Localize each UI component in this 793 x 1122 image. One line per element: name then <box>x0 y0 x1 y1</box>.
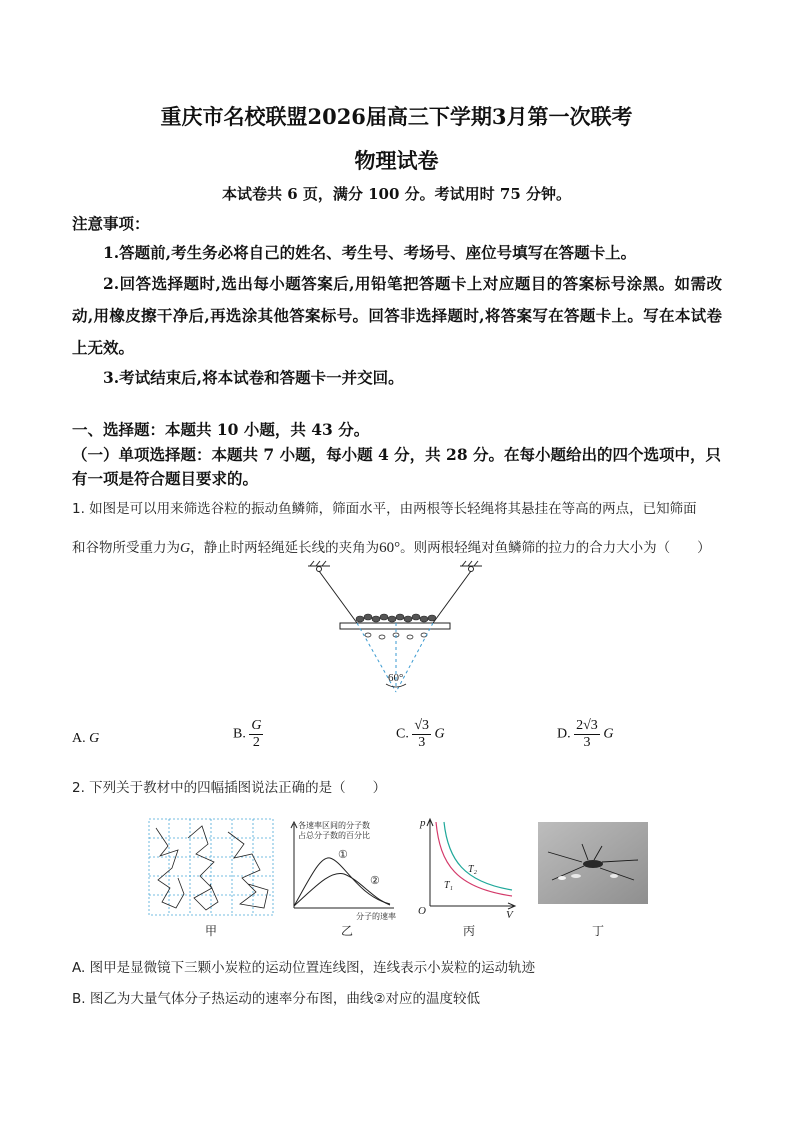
notes-item-3: 3.考试结束后,将本试卷和答题卡一并交回。 <box>103 368 404 387</box>
q2-figure-bing-o: O <box>418 905 426 917</box>
q1-stem-part-b: ，静止时两轻绳延长线的夹角为 <box>190 540 380 556</box>
q1-option-a-label: A. <box>72 731 86 746</box>
q1-option-d-den: 3 <box>583 735 591 750</box>
q2-figure-yi-label: 乙 <box>341 924 354 938</box>
q1-stem-part-c: 。则两根轻绳对鱼鳞筛的拉力的合力大小为（ ） <box>400 540 711 556</box>
q2-figure-bing-t1: T₁ <box>444 880 454 891</box>
q2-figure-yi-curve1: ① <box>338 849 348 861</box>
q1-stem-line2 <box>72 536 711 557</box>
q1-option-b-den: 2 <box>252 735 260 750</box>
q1-option-c-suffix: G <box>434 726 445 742</box>
q2-option-a[interactable]: A. 图甲是显微镜下三颗小炭粒的运动位置连线图，连线表示小炭粒的运动轨迹 <box>72 960 536 976</box>
notes-item-2: 2.回答选择题时,选出每小题答案后,用铅笔把答题卡上对应题目的答案标号涂黑。如需改动,用橡皮擦干净后,再选涂其他答案标号。回答非选择题时,将答案写在答题卡上。写在本试卷上无效。 <box>72 274 722 357</box>
q1-option-d-num: 2√3 <box>576 718 598 733</box>
q2-figure-bing-v: V <box>506 909 513 918</box>
q1-option-c[interactable] <box>396 718 445 751</box>
q2-figure-yi-distribution <box>286 818 398 922</box>
q2-stem: 2. 下列关于教材中的四幅插图说法正确的是（ ） <box>72 780 387 796</box>
q2-figure-ding-water-strider <box>538 822 648 904</box>
q1-option-d-fraction <box>574 718 600 751</box>
q1-stem-part-a: 和谷物所受重力为 <box>72 540 180 556</box>
q2-figure-bing-label: 丙 <box>463 924 476 938</box>
section-heading: 一、选择题：本题共 10 小题，共 43 分。 <box>72 420 370 439</box>
exam-info: 本试卷共 6 页，满分 100 分。考试用时 75 分钟。 <box>222 185 571 203</box>
q1-stem-g: G <box>180 541 191 556</box>
notes-heading: 注意事项： <box>72 214 150 233</box>
q1-option-a-text: G <box>89 731 100 746</box>
q1-option-c-fraction <box>412 718 431 751</box>
q1-option-b-label: B. <box>233 726 246 742</box>
exam-title: 重庆市名校联盟2026届高三下学期3月第一次联考 <box>160 104 633 129</box>
q2-figure-bing-isotherms <box>416 814 520 918</box>
q2-figure-jia-brownian <box>148 818 274 918</box>
section-subheading-line2: 有一项是符合题目要求的。 <box>72 469 259 488</box>
q2-figure-bing-p: p <box>420 817 426 829</box>
q1-stem-angle: 60° <box>379 540 401 556</box>
q1-option-d[interactable] <box>557 718 613 751</box>
q1-option-d-suffix: G <box>603 726 614 742</box>
q1-option-c-num: √3 <box>414 718 430 733</box>
section-subheading-line1: （一）单项选择题：本题共 7 小题，每小题 4 分，共 28 分。在每小题给出的四个选项中，只 <box>72 445 722 464</box>
q2-figure-yi-xlabel: 分子的速率 <box>356 912 396 921</box>
q2-figure-bing-t2: T₂ <box>468 864 478 875</box>
q1-option-c-label: C. <box>396 726 409 742</box>
q2-option-b[interactable]: B. 图乙为大量气体分子热运动的速率分布图，曲线②对应的温度较低 <box>72 991 480 1007</box>
q2-figure-ding-label: 丁 <box>592 924 605 938</box>
q2-figure-yi-ylabel1: 各速率区间的分子数 <box>298 821 370 830</box>
q1-option-b-num: G <box>251 718 262 733</box>
notes-item-1: 1.答题前,考生务必将自己的姓名、考生号、考场号、座位号填写在答题卡上。 <box>103 243 637 262</box>
exam-subject: 物理试卷 <box>354 148 439 173</box>
q1-option-b-fraction <box>249 718 263 751</box>
q2-figure-jia-label: 甲 <box>205 924 218 938</box>
q2-figure-yi-ylabel2: 占总分子数的百分比 <box>298 831 370 840</box>
q1-figure-sieve <box>300 560 500 710</box>
q2-figure-yi-curve2: ② <box>370 875 380 887</box>
q1-option-a[interactable] <box>72 731 99 747</box>
q1-option-c-den: 3 <box>418 735 426 750</box>
q1-option-d-label: D. <box>557 726 571 742</box>
q1-option-b[interactable] <box>233 718 263 751</box>
q1-figure-angle-label: 60° <box>388 672 404 684</box>
q1-stem-line1: 1. 如图是可以用来筛选谷粒的振动鱼鳞筛，筛面水平，由两根等长轻绳将其悬挂在等高的两点，已知筛面 <box>72 501 697 517</box>
